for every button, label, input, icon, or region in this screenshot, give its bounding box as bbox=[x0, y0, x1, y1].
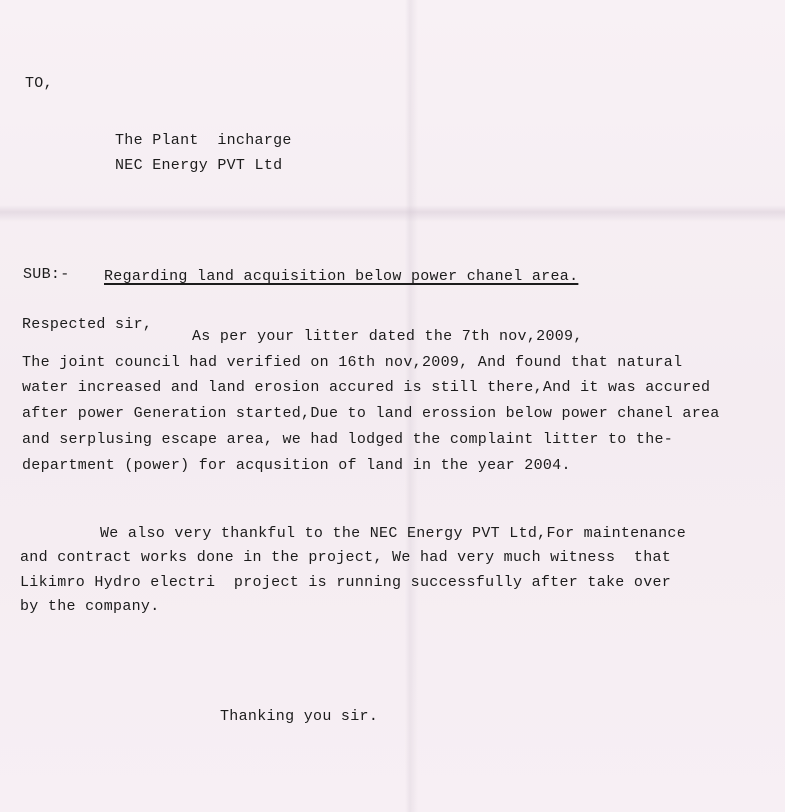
recipient-company: NEC Energy PVT Ltd bbox=[115, 157, 283, 174]
subject-label: SUB:- bbox=[23, 266, 70, 283]
para1-line-1: As per your litter dated the 7th nov,2009, bbox=[192, 328, 583, 345]
para1-line-2: The joint council had verified on 16th nov,2009, And found that natural bbox=[22, 354, 683, 371]
para1-line-4: after power Generation started,Due to land erossion below power chanel area bbox=[22, 405, 720, 422]
recipient-title: The Plant incharge bbox=[115, 132, 292, 149]
greeting: Respected sir, bbox=[22, 316, 153, 333]
para2-line-2: and contract works done in the project, We had very much witness that bbox=[20, 549, 672, 566]
closing: Thanking you sir. bbox=[220, 708, 379, 725]
para1-line-5: and serplusing escape area, we had lodged the complaint litter to the- bbox=[22, 431, 674, 448]
subject-text: Regarding land acquisition below power chanel area. bbox=[104, 268, 579, 285]
para1-line-3: water increased and land erosion accured is still there,And it was accured bbox=[22, 379, 711, 396]
para2-line-4: by the company. bbox=[20, 598, 160, 615]
para1-line-6: department (power) for acqusition of land in the year 2004. bbox=[22, 457, 571, 474]
to-label: TO, bbox=[25, 75, 53, 92]
para2-line-3: Likimro Hydro electri project is running successfully after take over bbox=[20, 574, 672, 591]
para2-line-1: We also very thankful to the NEC Energy PVT Ltd,For maintenance bbox=[100, 525, 686, 542]
